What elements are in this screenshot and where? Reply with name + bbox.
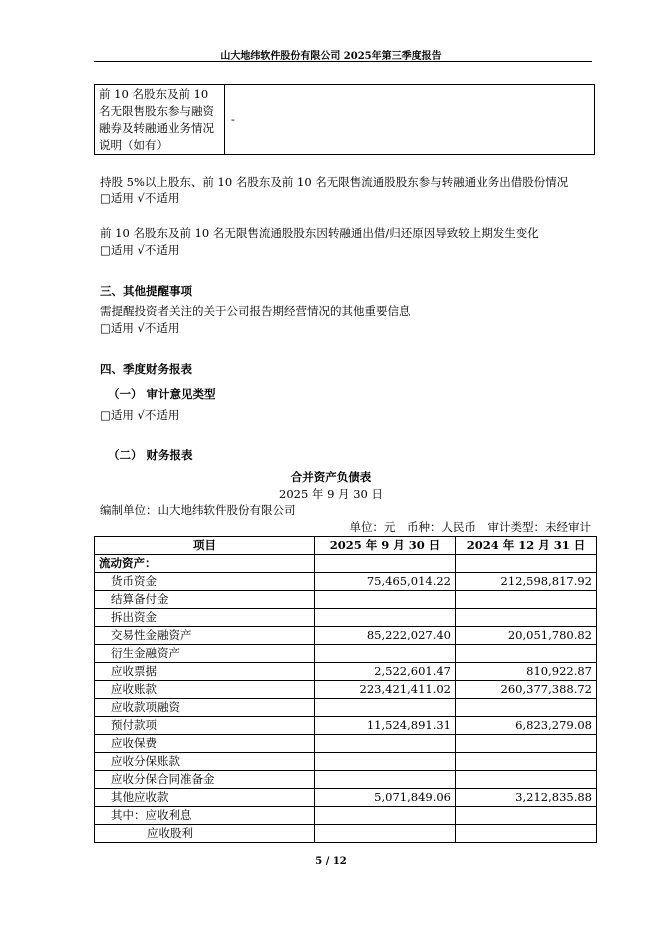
row-item: 货币资金 xyxy=(95,573,315,591)
row-item: 应收保费 xyxy=(95,735,315,753)
section3-text: 需提醒投资者关注的关于公司报告期经营情况的其他重要信息 xyxy=(100,304,411,318)
table-row xyxy=(95,681,597,699)
row-value-current xyxy=(315,735,456,753)
row-value-current xyxy=(315,825,456,843)
column-header-prior: 2024 年 12 月 31 日 xyxy=(456,537,597,555)
audit-opinion-heading: （一） 审计意见类型 xyxy=(108,387,216,401)
statement-title: 合并资产负债表 xyxy=(290,470,372,484)
row-value-prior: 810,922.87 xyxy=(456,663,597,681)
change-text: 前 10 名股东及前 10 名无限售流通股股东因转融通出借/归还原因导致较上期发生变化 xyxy=(100,226,539,240)
table-row xyxy=(95,645,597,663)
row-value-current xyxy=(315,807,456,825)
table-header-row xyxy=(95,537,597,555)
table-row xyxy=(95,699,597,717)
change-option: □适用 √不适用 xyxy=(100,243,180,257)
row-value-current xyxy=(315,591,456,609)
section4-heading: 四、季度财务报表 xyxy=(100,362,192,376)
statement-date: 2025 年 9 月 30 日 xyxy=(279,487,383,501)
table-row xyxy=(95,609,597,627)
section3-option: □适用 √不适用 xyxy=(100,321,180,335)
row-value-current: 5,071,849.06 xyxy=(315,789,456,807)
row-item: 应收股利 xyxy=(95,825,315,843)
preparer-company: 编制单位：山大地纬软件股份有限公司 xyxy=(100,503,296,517)
row-value-prior xyxy=(456,771,597,789)
page-number: 5 / 12 xyxy=(315,856,347,867)
lending-option: □适用 √不适用 xyxy=(100,191,180,205)
table-row xyxy=(95,573,597,591)
row-value-prior xyxy=(456,609,597,627)
row-value-current: 2,522,601.47 xyxy=(315,663,456,681)
column-header-current: 2025 年 9 月 30 日 xyxy=(315,537,456,555)
table-row xyxy=(95,555,597,573)
row-item: 流动资产： xyxy=(95,555,315,573)
financial-statements-heading: （二） 财务报表 xyxy=(108,448,193,462)
row-value-prior: 20,051,780.82 xyxy=(456,627,597,645)
row-item: 应收分保合同准备金 xyxy=(95,771,315,789)
margin-trading-note-table xyxy=(94,84,595,155)
row-item: 预付款项 xyxy=(95,717,315,735)
row-value-prior xyxy=(456,699,597,717)
row-value-current: 85,222,027.40 xyxy=(315,627,456,645)
row-value-prior: 3,212,835.88 xyxy=(456,789,597,807)
row-value-prior xyxy=(456,807,597,825)
row-value-prior xyxy=(456,753,597,771)
row-value-prior: 6,823,279.08 xyxy=(456,717,597,735)
row-item: 其中：应收利息 xyxy=(95,807,315,825)
section3-heading: 三、其他提醒事项 xyxy=(100,284,192,298)
audit-opinion-option: □适用 √不适用 xyxy=(100,408,180,422)
row-item: 应收票据 xyxy=(95,663,315,681)
row-value-current xyxy=(315,645,456,663)
table-row xyxy=(95,735,597,753)
table-row xyxy=(95,825,597,843)
table-row xyxy=(95,627,597,645)
table-row xyxy=(95,717,597,735)
row-value-prior xyxy=(456,645,597,663)
row-item: 交易性金融资产 xyxy=(95,627,315,645)
row-value-current xyxy=(315,699,456,717)
row-value-current xyxy=(315,555,456,573)
column-header-item: 项目 xyxy=(95,537,315,555)
row-value-current: 75,465,014.22 xyxy=(315,573,456,591)
row-item: 拆出资金 xyxy=(95,609,315,627)
table-row xyxy=(95,807,597,825)
header-divider xyxy=(94,61,592,62)
row-value-prior: 212,598,817.92 xyxy=(456,573,597,591)
page-header: 山大地纬软件股份有限公司 2025年第三季度报告 xyxy=(220,51,442,62)
table-row xyxy=(95,789,597,807)
table-row xyxy=(95,663,597,681)
table-row xyxy=(95,753,597,771)
row-item: 其他应收款 xyxy=(95,789,315,807)
row-item: 应收款项融资 xyxy=(95,699,315,717)
row-item: 结算备付金 xyxy=(95,591,315,609)
row-item: 应收账款 xyxy=(95,681,315,699)
note-value: - xyxy=(231,112,235,126)
table-row xyxy=(95,771,597,789)
row-value-prior xyxy=(456,825,597,843)
lending-text: 持股 5%以上股东、前 10 名股东及前 10 名无限售流通股股东参与转融通业务出借股份情况 xyxy=(100,175,569,189)
row-value-prior: 260,377,388.72 xyxy=(456,681,597,699)
row-value-prior xyxy=(456,735,597,753)
row-value-current xyxy=(315,609,456,627)
note-label: 前 10 名股东及前 10 名无限售股东参与融资融券及转融通业务情况说明（如有） xyxy=(95,85,225,154)
row-value-current: 223,421,411.02 xyxy=(315,681,456,699)
row-value-prior xyxy=(456,555,597,573)
table-row xyxy=(95,591,597,609)
row-value-prior xyxy=(456,591,597,609)
statement-units: 单位：元 币种：人民币 审计类型：未经审计 xyxy=(349,520,591,534)
row-value-current: 11,524,891.31 xyxy=(315,717,456,735)
row-value-current xyxy=(315,771,456,789)
row-item: 衍生金融资产 xyxy=(95,645,315,663)
balance-sheet-table xyxy=(94,536,597,843)
row-value-current xyxy=(315,753,456,771)
row-item: 应收分保账款 xyxy=(95,753,315,771)
